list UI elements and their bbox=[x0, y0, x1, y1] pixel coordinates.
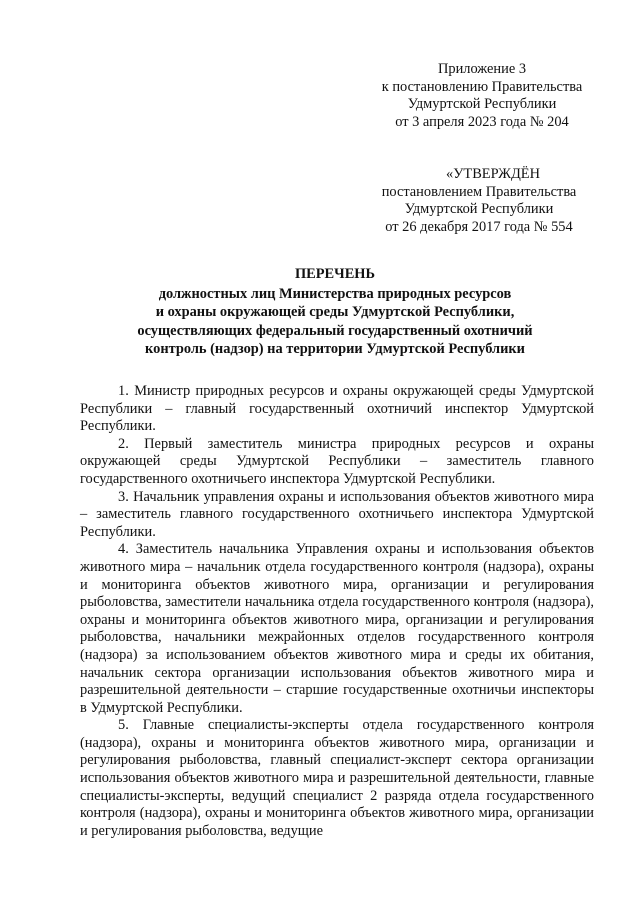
approval-line: от 26 декабря 2017 года № 554 bbox=[385, 219, 573, 236]
appendix-line: от 3 апреля 2023 года № 204 bbox=[395, 114, 569, 131]
title-line: и охраны окружающей среды Удмуртской Республики, bbox=[155, 304, 515, 320]
appendix-line: Приложение 3 bbox=[437, 61, 527, 77]
list-item: 2. Первый заместитель министра природных ресурсов и охраны окружающей среды Удмуртской Республики – заместитель главного государственного охотничьего инспектора Удмуртской Республики. bbox=[80, 435, 594, 487]
approval-line: Удмуртской Республики bbox=[404, 201, 554, 218]
approval-line: постановлением Правительства bbox=[381, 183, 577, 200]
list-item: 3. Начальник управления охраны и использования объектов животного мира – заместитель главного государственного охотничьего инспектора Удмуртской Республики. bbox=[80, 488, 594, 540]
title-line: осуществляющих федеральный государственный охотничий bbox=[137, 322, 533, 339]
document-body bbox=[80, 383, 594, 840]
appendix-reference bbox=[372, 61, 592, 132]
appendix-line: к постановлению Правительства bbox=[381, 78, 583, 95]
appendix-line: Удмуртской Республики bbox=[407, 96, 557, 113]
list-item: 5. Главные специалисты-эксперты отдела государственного контроля (надзора), охраны и мониторинга объектов животного мира, организации и регулирования рыболовства, главный специалист-эксперт сектора организации использования объектов животного мира и разрешительной деятельности, главные специалисты-эксперты, ведущий специалист 2 разряда отдела государственного контроля (надзора), охраны и мониторинга объектов животного мира, организации и регулирования рыболовства, ведущие bbox=[80, 717, 594, 839]
title-heading: ПЕРЕЧЕНЬ bbox=[294, 266, 376, 282]
title-line: контроль (надзор) на территории Удмуртской Республики bbox=[145, 341, 525, 357]
list-item: 4. Заместитель начальника Управления охраны и использования объектов животного мира – начальник отдела государственного контроля (надзора), охраны и мониторинга объектов животного мира, организации и регулирования рыболовства, заместители начальника отдела государственного контроля (надзора), охраны и мониторинга объектов животного мира, организации и регулирования рыболовства, начальники межрайонных отделов государственного контроля (надзора) за использованием объектов животного мира и среды их обитания, начальник сектора организации использования объектов животного мира и разрешительной деятельности – старшие государственные охотничьи инспекторы в Удмуртской Республики. bbox=[80, 541, 594, 716]
title-line: должностных лиц Министерства природных ресурсов bbox=[158, 285, 512, 302]
list-item: 1. Министр природных ресурсов и охраны окружающей среды Удмуртской Республики – главный государственный охотничий инспектор Удмуртской Республики. bbox=[80, 383, 594, 435]
document-title bbox=[80, 265, 590, 359]
approval-stamp bbox=[364, 166, 594, 237]
approval-line: «УТВЕРЖДЁН bbox=[446, 166, 540, 182]
